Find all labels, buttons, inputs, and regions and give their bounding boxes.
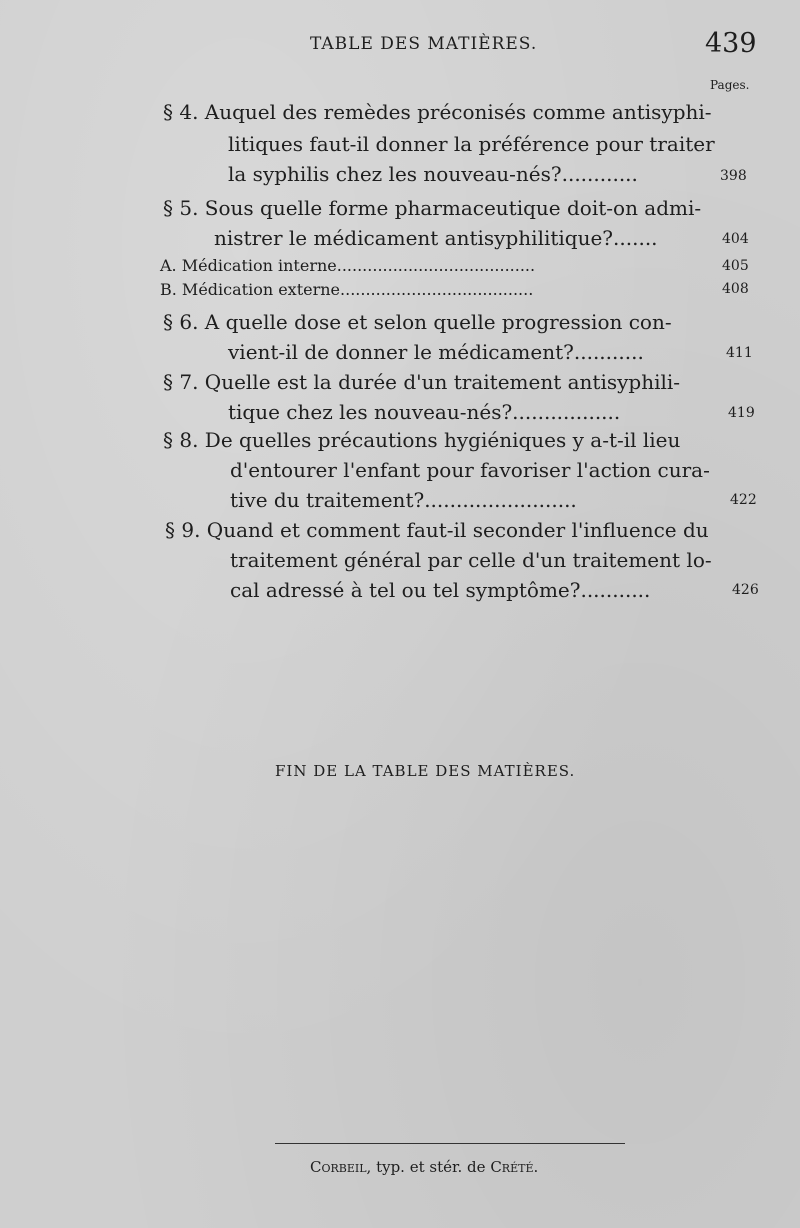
printer-name: Crété: [490, 1158, 534, 1176]
toc-page-ref: 426: [732, 582, 759, 598]
toc-page-ref: 408: [722, 281, 749, 297]
toc-entry-line: A. Médication interne.......................................: [160, 256, 536, 275]
toc-page-ref: 405: [722, 258, 749, 274]
toc-page-ref: 398: [720, 168, 747, 184]
toc-entry-line: traitement général par celle d'un traitement lo-: [230, 548, 712, 572]
toc-page-ref: 422: [730, 492, 757, 508]
printer-text: , typ. et stér. de: [366, 1158, 491, 1176]
toc-entry-line: d'entourer l'enfant pour favoriser l'action cura-: [230, 458, 710, 482]
toc-entry-line: § 5. Sous quelle forme pharmaceutique doit-on admi-: [163, 196, 702, 220]
toc-entry-line: vient-il de donner le médicament?...........: [228, 340, 644, 364]
toc-entry-line: nistrer le médicament antisyphilitique?.......: [214, 226, 658, 250]
toc-entry-line: tive du traitement?........................: [230, 488, 577, 512]
toc-entry-line: § 9. Quand et comment faut-il seconder l'influence du: [165, 518, 709, 542]
toc-entry-line: cal adressé à tel ou tel symptôme?...........: [230, 578, 651, 602]
toc-entry-line: tique chez les nouveau-nés?.................: [228, 400, 621, 424]
toc-entry-line: § 7. Quelle est la durée d'un traitement antisyphili-: [163, 370, 681, 394]
toc-page-ref: 419: [728, 405, 755, 421]
pages-column-label: Pages.: [710, 78, 750, 92]
page-number: 439: [705, 28, 757, 59]
printer-city: Corbeil: [310, 1158, 367, 1176]
running-header-title: TABLE DES MATIÈRES.: [310, 34, 538, 54]
toc-entry-line: litiques faut-il donner la préférence pour traiter: [228, 132, 715, 156]
toc-entry-line: la syphilis chez les nouveau-nés?............: [228, 162, 638, 186]
toc-entry-line: § 4. Auquel des remèdes préconisés comme antisyphi-: [163, 100, 712, 124]
toc-page-ref: 411: [726, 345, 753, 361]
toc-entry-line: § 8. De quelles précautions hygiéniques y a-t-il lieu: [163, 428, 681, 452]
end-of-contents-note: FIN DE LA TABLE DES MATIÈRES.: [275, 762, 576, 780]
toc-page-ref: 404: [722, 231, 749, 247]
toc-entry-line: B. Médication externe......................................: [160, 280, 534, 299]
printer-end: .: [533, 1158, 539, 1176]
footer-rule: [275, 1143, 625, 1144]
printer-imprint: [310, 1158, 538, 1176]
toc-entry-line: § 6. A quelle dose et selon quelle progression con-: [163, 310, 672, 334]
